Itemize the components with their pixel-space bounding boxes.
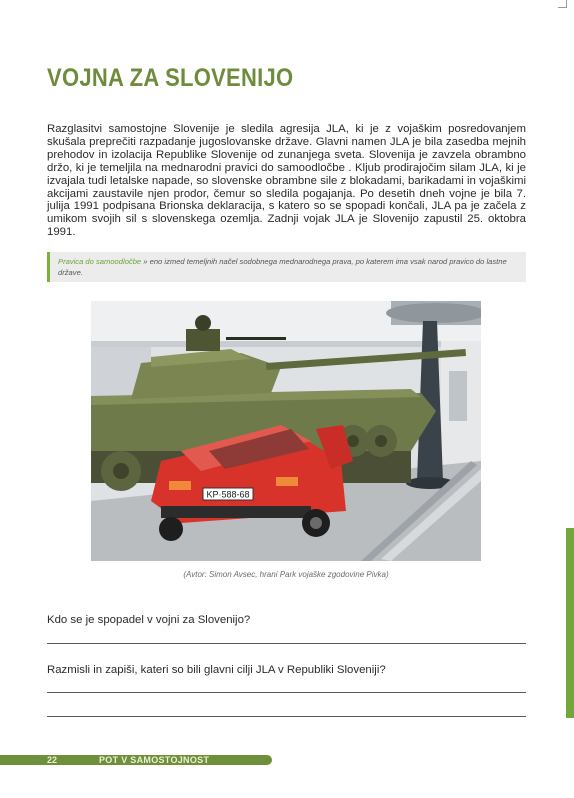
- side-tab: [566, 528, 574, 718]
- crop-mark: [558, 0, 574, 10]
- footer-section-title: POT V SAMOSTOJNOST: [99, 755, 210, 765]
- answer-line[interactable]: [47, 692, 526, 693]
- glossary-term: Pravica do samoodločbe: [58, 257, 142, 266]
- answer-line[interactable]: [47, 643, 526, 644]
- body-paragraph: Razglasitvi samostojne Slovenije je sledila agresija JLA, ki je z vojaškim posredovanjem skušala preprečiti razpadanje jugoslovanske države. Glavni namen JLA je bila zasedba mejnih prehodov in izolacija Republike Slovenije od zunanjega sveta. Slovenija je zavzela obrambno držo, ki je temeljila na mednarodni pravici do samoodločbe . Kljub prodirajočim silam JLA, ki je izvajala tudi letalske napade, so slovenske obrambne sile z blokadami, barikadami in vojaškimi akcijami zaustavile njen prodor, čemur so sledila pogajanja. Po desetih dneh vojne je bila 7. julija 1991 podpisana Brionska deklaracija, s katero so se spopadi končali, JLA pa je začela z umikom svojih sil s slovenskega ozemlja. Zadnji vojak JLA je Slovenijo zapustil 25. oktobra 1991.: [47, 123, 526, 239]
- page-title: VOJNA ZA SLOVENIJO: [47, 64, 294, 92]
- glossary-box: [47, 252, 526, 282]
- page-number: 22: [47, 755, 58, 765]
- photo-caption: (Avtor: Simon Avsec, hrani Park vojaške zgodovine Pivka): [183, 570, 389, 579]
- tank-car-photo: [91, 301, 481, 561]
- answer-line[interactable]: [47, 716, 526, 717]
- question-1: Kdo se je spopadel v vojni za Slovenijo?: [47, 614, 251, 626]
- question-2: Razmisli in zapiši, kateri so bili glavni cilji JLA v Republiki Sloveniji?: [47, 664, 386, 676]
- glossary-definition: » eno izmed temeljnih načel sodobnega mednarodnega prava, po katerem ima vsak narod pravico do lastne države.: [58, 257, 507, 277]
- license-plate: KP·588-68: [206, 489, 250, 500]
